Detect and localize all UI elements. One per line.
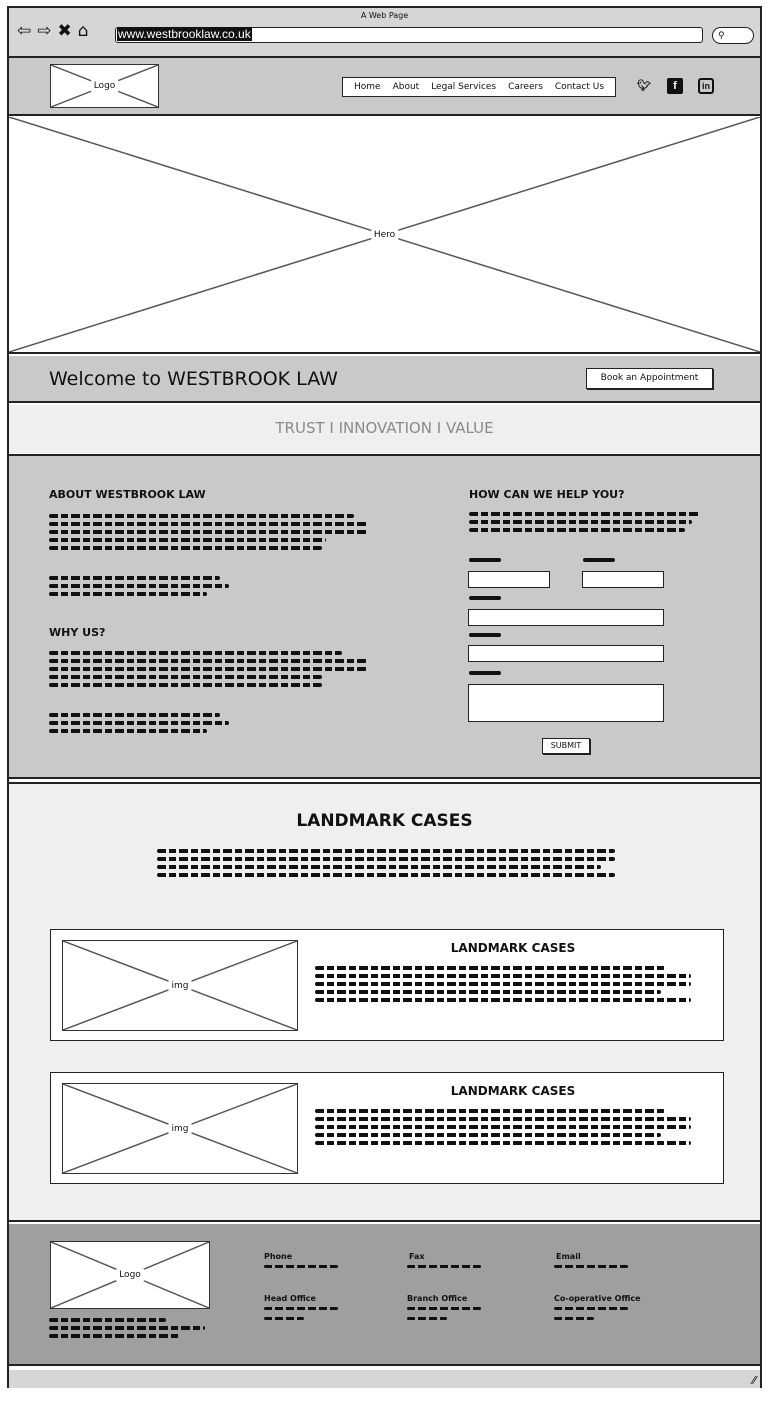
about-section xyxy=(9,454,760,779)
browser-search-button[interactable] xyxy=(712,27,754,44)
about-text-2 xyxy=(49,576,229,600)
close-icon[interactable]: ✖ xyxy=(57,21,72,41)
header-logo[interactable] xyxy=(50,64,159,108)
footer-branch-office-line-2 xyxy=(407,1317,447,1320)
social-links xyxy=(636,78,714,94)
home-icon[interactable]: ⌂ xyxy=(77,21,89,41)
help-heading: HOW CAN WE HELP YOU? xyxy=(469,488,625,501)
email-input[interactable] xyxy=(468,609,664,626)
case-image-label: img xyxy=(169,980,192,992)
browser-status-bar xyxy=(9,1370,760,1388)
case-title: LANDMARK CASES xyxy=(450,1084,576,1098)
back-arrow-icon[interactable]: ⇦ xyxy=(17,21,32,41)
tagline: TRUST I INNOVATION I VALUE xyxy=(9,405,760,453)
footer-head-office-line-1 xyxy=(264,1307,338,1310)
linkedin-icon[interactable]: in xyxy=(698,78,714,94)
landmark-title: LANDMARK CASES xyxy=(296,811,473,831)
footer-coop-office-line-1 xyxy=(554,1307,628,1310)
resize-grip-icon[interactable]: ⁄⁄ xyxy=(752,1374,756,1387)
nav-home[interactable]: Home xyxy=(354,82,381,92)
why-us-heading: WHY US? xyxy=(49,626,106,639)
first-name-label xyxy=(469,558,501,562)
why-us-text xyxy=(49,651,367,691)
footer-branch-office-line-1 xyxy=(407,1307,481,1310)
about-heading: ABOUT WESTBROOK LAW xyxy=(49,488,206,501)
phone-label xyxy=(469,633,501,637)
site-footer xyxy=(9,1224,760,1366)
welcome-band xyxy=(9,356,760,403)
nav-legal-services[interactable]: Legal Services xyxy=(431,82,497,92)
footer-head-office-line-2 xyxy=(264,1317,304,1320)
about-text xyxy=(49,514,367,554)
nav-careers[interactable]: Careers xyxy=(508,82,543,92)
last-name-input[interactable] xyxy=(582,571,664,588)
header-logo-label: Logo xyxy=(91,80,119,92)
footer-fax-label: Fax xyxy=(409,1252,425,1261)
main-nav xyxy=(342,77,616,97)
hero-label: Hero xyxy=(371,229,398,241)
forward-arrow-icon[interactable]: ⇨ xyxy=(37,21,52,41)
welcome-title: Welcome to WESTBROOK LAW xyxy=(49,368,338,390)
facebook-icon[interactable]: f xyxy=(667,78,683,94)
nav-about[interactable]: About xyxy=(392,82,420,92)
window-title: A Web Page xyxy=(360,11,409,20)
book-appointment-button[interactable]: Book an Appointment xyxy=(586,368,713,389)
message-label xyxy=(469,671,501,675)
nav-contact-us[interactable]: Contact Us xyxy=(554,82,605,92)
browser-chrome xyxy=(9,8,760,58)
footer-email-label: Email xyxy=(556,1252,581,1261)
footer-phone-label: Phone xyxy=(264,1252,293,1261)
footer-coop-office-line-2 xyxy=(554,1317,594,1320)
case-image-2 xyxy=(62,1083,298,1174)
submit-button[interactable]: SUBMIT xyxy=(542,738,590,754)
last-name-label xyxy=(583,558,615,562)
message-textarea[interactable] xyxy=(468,684,664,722)
twitter-icon[interactable]: 🐦︎ xyxy=(637,80,651,92)
case-title: LANDMARK CASES xyxy=(450,941,576,955)
first-name-input[interactable] xyxy=(468,571,550,588)
case-card-2[interactable] xyxy=(50,1072,724,1184)
case-text xyxy=(315,1109,691,1149)
footer-logo-label: Logo xyxy=(116,1269,144,1281)
email-label xyxy=(469,596,501,600)
hero-image xyxy=(9,117,760,354)
why-us-text-2 xyxy=(49,713,229,737)
footer-head-office-label: Head Office xyxy=(264,1294,316,1303)
footer-branch-office-label: Branch Office xyxy=(407,1294,468,1303)
footer-logo[interactable] xyxy=(50,1241,210,1309)
footer-coop-office-label: Co-operative Office xyxy=(554,1294,641,1303)
url-text: www.westbrooklaw.co.uk xyxy=(118,27,251,41)
landmark-section xyxy=(9,782,760,1222)
search-icon: ⚲ xyxy=(718,30,725,40)
site-header xyxy=(9,58,760,116)
case-card-1[interactable] xyxy=(50,929,724,1041)
help-text xyxy=(469,512,701,536)
footer-about-text xyxy=(49,1318,205,1342)
case-text xyxy=(315,966,691,1006)
browser-window xyxy=(7,6,762,1388)
landmark-intro xyxy=(157,849,615,881)
footer-email-value xyxy=(554,1265,628,1268)
footer-fax-value xyxy=(407,1265,481,1268)
phone-input[interactable] xyxy=(468,645,664,662)
footer-phone-value xyxy=(264,1265,338,1268)
case-image-1 xyxy=(62,940,298,1031)
browser-nav-icons xyxy=(17,22,89,40)
case-image-label: img xyxy=(169,1123,192,1135)
url-input[interactable] xyxy=(115,27,703,43)
